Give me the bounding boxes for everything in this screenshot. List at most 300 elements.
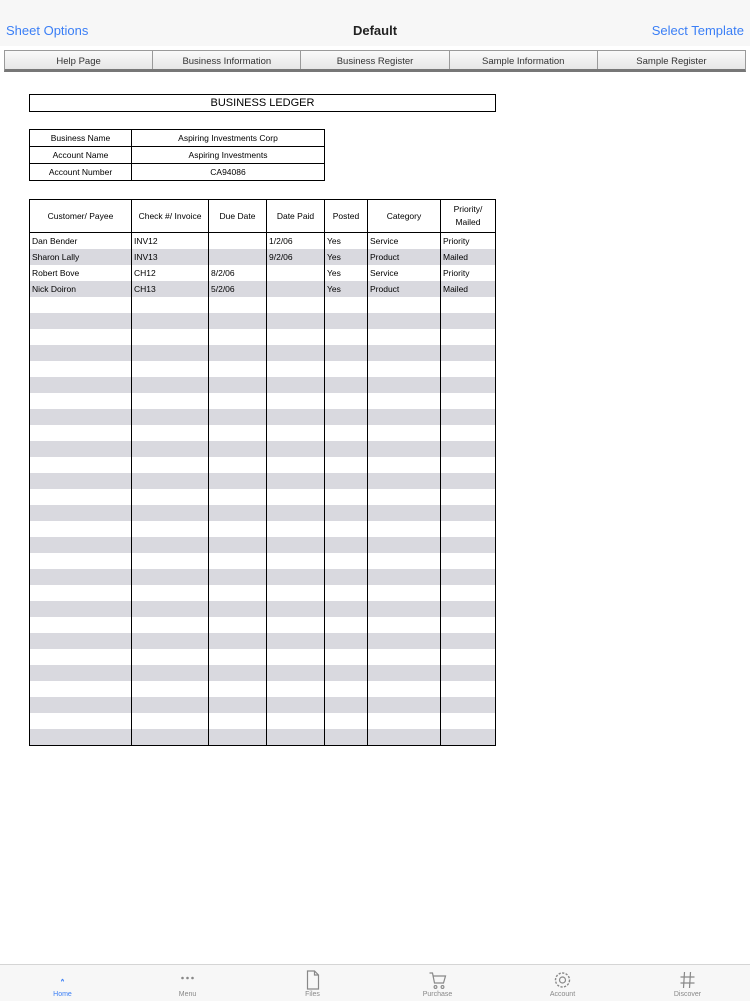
table-cell[interactable] — [368, 681, 441, 697]
table-cell[interactable] — [267, 617, 325, 633]
empty-row — [30, 457, 496, 473]
tabbar-label: Purchase — [422, 991, 453, 998]
table-cell[interactable] — [209, 537, 267, 553]
ledger-header-row — [30, 200, 496, 233]
table-cell[interactable] — [267, 441, 325, 457]
info-row — [30, 147, 325, 164]
table-cell[interactable]: Priority — [441, 265, 496, 281]
table-cell[interactable] — [368, 489, 441, 505]
table-cell[interactable] — [267, 697, 325, 713]
table-cell[interactable] — [132, 377, 209, 393]
table-cell[interactable] — [441, 601, 496, 617]
table-cell[interactable] — [441, 633, 496, 649]
ledger-body — [30, 233, 496, 746]
table-cell[interactable]: Mailed — [441, 249, 496, 265]
table-cell[interactable] — [441, 409, 496, 425]
table-cell[interactable] — [30, 297, 132, 313]
table-cell[interactable] — [325, 409, 368, 425]
table-cell[interactable] — [368, 441, 441, 457]
table-cell[interactable] — [30, 457, 132, 473]
empty-row — [30, 345, 496, 361]
table-cell[interactable] — [30, 489, 132, 505]
table-cell[interactable] — [441, 473, 496, 489]
table-cell[interactable] — [325, 649, 368, 665]
table-cell[interactable] — [368, 297, 441, 313]
header-date-paid[interactable]: Date Paid — [267, 200, 325, 233]
table-cell[interactable] — [368, 329, 441, 345]
table-cell[interactable] — [209, 649, 267, 665]
table-cell[interactable]: 5/2/06 — [209, 281, 267, 297]
table-cell[interactable] — [30, 313, 132, 329]
bottom-tab-bar — [0, 964, 750, 1001]
table-cell[interactable] — [267, 729, 325, 746]
table-cell[interactable] — [368, 585, 441, 601]
table-cell[interactable] — [267, 633, 325, 649]
table-cell[interactable] — [441, 585, 496, 601]
table-cell[interactable] — [368, 601, 441, 617]
table-cell[interactable] — [267, 265, 325, 281]
table-row — [30, 265, 496, 281]
table-cell[interactable] — [30, 585, 132, 601]
table-cell[interactable] — [209, 585, 267, 601]
empty-row — [30, 697, 496, 713]
table-cell[interactable] — [368, 313, 441, 329]
table-cell[interactable] — [209, 681, 267, 697]
ledger-title[interactable]: BUSINESS LEDGER — [29, 94, 496, 112]
sheet-tabs — [4, 50, 746, 72]
table-cell[interactable] — [368, 505, 441, 521]
empty-row — [30, 681, 496, 697]
table-cell[interactable] — [30, 377, 132, 393]
table-cell[interactable]: Product — [368, 249, 441, 265]
table-cell[interactable]: Yes — [325, 233, 368, 250]
table-cell[interactable] — [209, 425, 267, 441]
table-cell[interactable] — [30, 521, 132, 537]
table-cell[interactable] — [325, 537, 368, 553]
table-cell[interactable] — [267, 313, 325, 329]
table-cell[interactable]: CH12 — [132, 265, 209, 281]
empty-row — [30, 297, 496, 313]
empty-row — [30, 553, 496, 569]
table-cell[interactable] — [441, 425, 496, 441]
table-cell[interactable] — [267, 393, 325, 409]
info-label[interactable]: Business Name — [30, 130, 132, 147]
table-cell[interactable] — [209, 729, 267, 746]
table-cell[interactable] — [132, 729, 209, 746]
table-cell[interactable] — [368, 457, 441, 473]
table-cell[interactable] — [325, 617, 368, 633]
empty-row — [30, 473, 496, 489]
table-cell[interactable] — [441, 665, 496, 681]
table-cell[interactable] — [368, 569, 441, 585]
table-cell[interactable]: Mailed — [441, 281, 496, 297]
table-cell[interactable] — [209, 633, 267, 649]
table-cell[interactable] — [325, 505, 368, 521]
table-cell[interactable] — [267, 457, 325, 473]
table-cell[interactable] — [325, 425, 368, 441]
table-cell[interactable] — [267, 297, 325, 313]
table-cell[interactable] — [267, 281, 325, 297]
table-cell[interactable] — [325, 313, 368, 329]
table-cell[interactable] — [30, 665, 132, 681]
tabbar-label: Discover — [673, 991, 702, 998]
top-navbar — [0, 0, 750, 46]
table-cell[interactable] — [209, 697, 267, 713]
table-cell[interactable] — [368, 521, 441, 537]
tabbar-home[interactable] — [0, 965, 125, 1001]
table-cell[interactable] — [209, 601, 267, 617]
table-cell[interactable] — [30, 473, 132, 489]
tabbar-discover[interactable] — [625, 965, 750, 1001]
table-cell[interactable] — [30, 601, 132, 617]
table-cell[interactable] — [209, 441, 267, 457]
table-cell[interactable] — [30, 409, 132, 425]
table-cell[interactable]: INV12 — [132, 233, 209, 250]
table-cell[interactable]: CH13 — [132, 281, 209, 297]
table-cell[interactable] — [441, 361, 496, 377]
sheet-options-button[interactable]: Sheet Options — [6, 23, 89, 38]
table-cell[interactable] — [267, 601, 325, 617]
hash-icon — [625, 969, 750, 991]
table-cell[interactable] — [209, 297, 267, 313]
table-cell[interactable] — [30, 729, 132, 746]
table-cell[interactable] — [267, 665, 325, 681]
table-cell[interactable] — [30, 553, 132, 569]
empty-row — [30, 393, 496, 409]
table-cell[interactable] — [209, 473, 267, 489]
table-cell[interactable] — [368, 473, 441, 489]
table-cell[interactable]: Service — [368, 233, 441, 250]
table-cell[interactable] — [368, 345, 441, 361]
table-cell[interactable] — [267, 553, 325, 569]
table-cell[interactable] — [441, 729, 496, 746]
table-cell[interactable] — [325, 585, 368, 601]
table-cell[interactable]: INV13 — [132, 249, 209, 265]
table-cell[interactable] — [325, 441, 368, 457]
table-cell[interactable] — [267, 409, 325, 425]
empty-row — [30, 361, 496, 377]
table-cell[interactable] — [209, 233, 267, 250]
table-cell[interactable] — [368, 713, 441, 729]
table-cell[interactable] — [209, 361, 267, 377]
table-cell[interactable] — [368, 425, 441, 441]
empty-row — [30, 729, 496, 746]
table-cell[interactable] — [325, 601, 368, 617]
table-cell[interactable]: Yes — [325, 281, 368, 297]
table-cell[interactable] — [30, 329, 132, 345]
table-cell[interactable] — [368, 729, 441, 746]
empty-row — [30, 537, 496, 553]
more-icon — [125, 969, 250, 991]
table-cell[interactable] — [209, 457, 267, 473]
table-cell[interactable] — [441, 345, 496, 361]
table-cell[interactable] — [132, 585, 209, 601]
table-cell[interactable] — [132, 617, 209, 633]
ledger-table — [29, 199, 496, 746]
table-cell[interactable] — [209, 713, 267, 729]
tab-sample-information[interactable]: Sample Information — [450, 51, 598, 69]
table-cell[interactable] — [132, 521, 209, 537]
table-cell[interactable] — [325, 473, 368, 489]
table-cell[interactable] — [267, 681, 325, 697]
table-cell[interactable] — [132, 297, 209, 313]
table-cell[interactable] — [209, 665, 267, 681]
info-row — [30, 164, 325, 181]
table-cell[interactable] — [441, 313, 496, 329]
table-cell[interactable] — [267, 377, 325, 393]
table-cell[interactable]: 9/2/06 — [267, 249, 325, 265]
table-cell[interactable] — [441, 489, 496, 505]
table-cell[interactable] — [441, 457, 496, 473]
table-cell[interactable] — [209, 393, 267, 409]
table-cell[interactable] — [441, 649, 496, 665]
table-cell[interactable] — [132, 665, 209, 681]
info-label[interactable]: Account Number — [30, 164, 132, 181]
empty-row — [30, 649, 496, 665]
table-cell[interactable] — [30, 393, 132, 409]
table-cell[interactable] — [132, 505, 209, 521]
table-cell[interactable] — [209, 553, 267, 569]
table-cell[interactable] — [325, 345, 368, 361]
table-cell[interactable] — [368, 361, 441, 377]
tab-help-page[interactable]: Help Page — [5, 51, 153, 69]
table-cell[interactable] — [325, 713, 368, 729]
table-cell[interactable] — [441, 617, 496, 633]
table-cell[interactable] — [30, 713, 132, 729]
home-icon — [0, 969, 125, 991]
table-cell[interactable] — [132, 361, 209, 377]
table-cell[interactable] — [325, 729, 368, 746]
header-category[interactable]: Category — [368, 200, 441, 233]
table-cell[interactable] — [325, 457, 368, 473]
table-cell[interactable] — [368, 537, 441, 553]
table-cell[interactable] — [441, 297, 496, 313]
table-cell[interactable] — [132, 489, 209, 505]
table-cell[interactable] — [30, 441, 132, 457]
table-cell[interactable] — [30, 425, 132, 441]
table-cell[interactable] — [30, 345, 132, 361]
table-cell[interactable] — [441, 697, 496, 713]
table-cell[interactable] — [132, 441, 209, 457]
empty-row — [30, 425, 496, 441]
empty-row — [30, 409, 496, 425]
table-cell[interactable]: Product — [368, 281, 441, 297]
table-cell[interactable] — [325, 633, 368, 649]
table-cell[interactable] — [325, 297, 368, 313]
table-cell[interactable] — [209, 249, 267, 265]
tabbar-label: Files — [305, 991, 320, 998]
table-cell[interactable]: Priority — [441, 233, 496, 250]
table-cell[interactable] — [132, 457, 209, 473]
table-cell[interactable] — [267, 649, 325, 665]
table-cell[interactable] — [441, 377, 496, 393]
table-cell[interactable] — [267, 537, 325, 553]
empty-row — [30, 313, 496, 329]
table-cell[interactable] — [325, 489, 368, 505]
table-cell[interactable] — [30, 569, 132, 585]
table-cell[interactable] — [30, 649, 132, 665]
table-cell[interactable] — [368, 649, 441, 665]
header-due-date[interactable]: Due Date — [209, 200, 267, 233]
table-cell[interactable] — [441, 537, 496, 553]
table-row — [30, 233, 496, 250]
header-posted[interactable]: Posted — [325, 200, 368, 233]
tabbar-files[interactable] — [250, 965, 375, 1001]
table-cell[interactable] — [132, 425, 209, 441]
table-cell[interactable] — [325, 393, 368, 409]
table-cell[interactable] — [441, 393, 496, 409]
page-title: Default — [352, 23, 398, 38]
file-icon — [250, 969, 375, 991]
tabbar-label: Home — [53, 991, 72, 998]
table-cell[interactable] — [132, 569, 209, 585]
table-cell[interactable]: Yes — [325, 249, 368, 265]
table-cell[interactable] — [30, 537, 132, 553]
table-cell[interactable] — [325, 553, 368, 569]
tab-sample-register[interactable]: Sample Register — [598, 51, 745, 69]
table-cell[interactable] — [132, 537, 209, 553]
table-cell[interactable]: 8/2/06 — [209, 265, 267, 281]
table-cell[interactable] — [30, 617, 132, 633]
table-cell[interactable]: Sharon Lally — [30, 249, 132, 265]
table-cell[interactable] — [209, 521, 267, 537]
table-cell[interactable] — [267, 361, 325, 377]
table-cell[interactable] — [267, 585, 325, 601]
empty-row — [30, 569, 496, 585]
info-value[interactable]: Aspiring Investments Corp — [132, 130, 325, 147]
tab-business-information[interactable]: Business Information — [153, 51, 301, 69]
tabbar-menu[interactable] — [125, 965, 250, 1001]
info-row — [30, 130, 325, 147]
info-label[interactable]: Account Name — [30, 147, 132, 164]
table-cell[interactable]: Nick Doiron — [30, 281, 132, 297]
table-cell[interactable] — [441, 569, 496, 585]
table-cell[interactable] — [325, 377, 368, 393]
empty-row — [30, 505, 496, 521]
info-value[interactable]: CA94086 — [132, 164, 325, 181]
table-cell[interactable] — [132, 409, 209, 425]
table-cell[interactable] — [368, 665, 441, 681]
tab-business-register[interactable]: Business Register — [301, 51, 449, 69]
table-cell[interactable]: Dan Bender — [30, 233, 132, 250]
empty-row — [30, 633, 496, 649]
empty-row — [30, 617, 496, 633]
table-cell[interactable] — [132, 473, 209, 489]
table-cell[interactable] — [209, 377, 267, 393]
header-priority-mailed[interactable]: Priority/ Mailed — [441, 200, 496, 233]
empty-row — [30, 585, 496, 601]
table-cell[interactable] — [368, 409, 441, 425]
table-cell[interactable] — [132, 681, 209, 697]
info-value[interactable]: Aspiring Investments — [132, 147, 325, 164]
table-cell[interactable] — [267, 345, 325, 361]
table-cell[interactable] — [441, 329, 496, 345]
table-cell[interactable] — [30, 697, 132, 713]
table-cell[interactable] — [209, 489, 267, 505]
table-cell[interactable] — [325, 329, 368, 345]
table-cell[interactable] — [325, 569, 368, 585]
table-cell[interactable] — [267, 713, 325, 729]
table-cell[interactable] — [267, 329, 325, 345]
table-cell[interactable]: Service — [368, 265, 441, 281]
table-cell[interactable] — [209, 345, 267, 361]
table-cell[interactable]: Yes — [325, 265, 368, 281]
table-cell[interactable] — [132, 553, 209, 569]
table-cell[interactable]: 1/2/06 — [267, 233, 325, 250]
table-cell[interactable] — [209, 313, 267, 329]
empty-row — [30, 713, 496, 729]
table-cell[interactable] — [132, 713, 209, 729]
table-cell[interactable] — [441, 681, 496, 697]
table-cell[interactable] — [132, 633, 209, 649]
table-cell[interactable] — [267, 521, 325, 537]
table-cell[interactable] — [368, 553, 441, 569]
table-cell[interactable] — [132, 345, 209, 361]
table-cell[interactable] — [209, 409, 267, 425]
table-cell[interactable] — [267, 425, 325, 441]
gear-icon — [500, 969, 625, 991]
table-cell[interactable] — [267, 505, 325, 521]
tabbar-account[interactable] — [500, 965, 625, 1001]
table-cell[interactable] — [441, 553, 496, 569]
table-row — [30, 281, 496, 297]
table-cell[interactable] — [325, 361, 368, 377]
table-cell[interactable] — [209, 617, 267, 633]
empty-row — [30, 601, 496, 617]
tabbar-label: Account — [549, 991, 576, 998]
cart-icon — [375, 969, 500, 991]
table-cell[interactable] — [132, 329, 209, 345]
table-cell[interactable] — [368, 633, 441, 649]
table-cell[interactable] — [30, 505, 132, 521]
table-cell[interactable] — [30, 633, 132, 649]
table-cell[interactable] — [209, 569, 267, 585]
table-cell[interactable] — [209, 329, 267, 345]
table-cell[interactable] — [132, 313, 209, 329]
tabbar-purchase[interactable] — [375, 965, 500, 1001]
select-template-button[interactable]: Select Template — [651, 23, 744, 38]
table-cell[interactable] — [30, 361, 132, 377]
header-check-invoice[interactable]: Check #/ Invoice — [132, 200, 209, 233]
table-cell[interactable] — [30, 681, 132, 697]
table-cell[interactable] — [325, 521, 368, 537]
table-cell[interactable] — [441, 713, 496, 729]
empty-row — [30, 489, 496, 505]
table-cell[interactable] — [209, 505, 267, 521]
table-cell[interactable] — [325, 697, 368, 713]
table-cell[interactable] — [132, 649, 209, 665]
table-cell[interactable] — [368, 617, 441, 633]
table-cell[interactable]: Robert Bove — [30, 265, 132, 281]
table-cell[interactable] — [325, 665, 368, 681]
empty-row — [30, 329, 496, 345]
table-cell[interactable] — [267, 489, 325, 505]
table-cell[interactable] — [267, 569, 325, 585]
table-cell[interactable] — [132, 697, 209, 713]
table-cell[interactable] — [368, 697, 441, 713]
table-cell[interactable] — [132, 393, 209, 409]
header-customer-payee[interactable]: Customer/ Payee — [30, 200, 132, 233]
table-cell[interactable] — [441, 521, 496, 537]
table-cell[interactable] — [368, 393, 441, 409]
table-cell[interactable] — [441, 505, 496, 521]
table-cell[interactable] — [368, 377, 441, 393]
table-cell[interactable] — [441, 441, 496, 457]
table-cell[interactable] — [325, 681, 368, 697]
business-info-table — [29, 129, 325, 181]
table-cell[interactable] — [132, 601, 209, 617]
table-cell[interactable] — [267, 473, 325, 489]
